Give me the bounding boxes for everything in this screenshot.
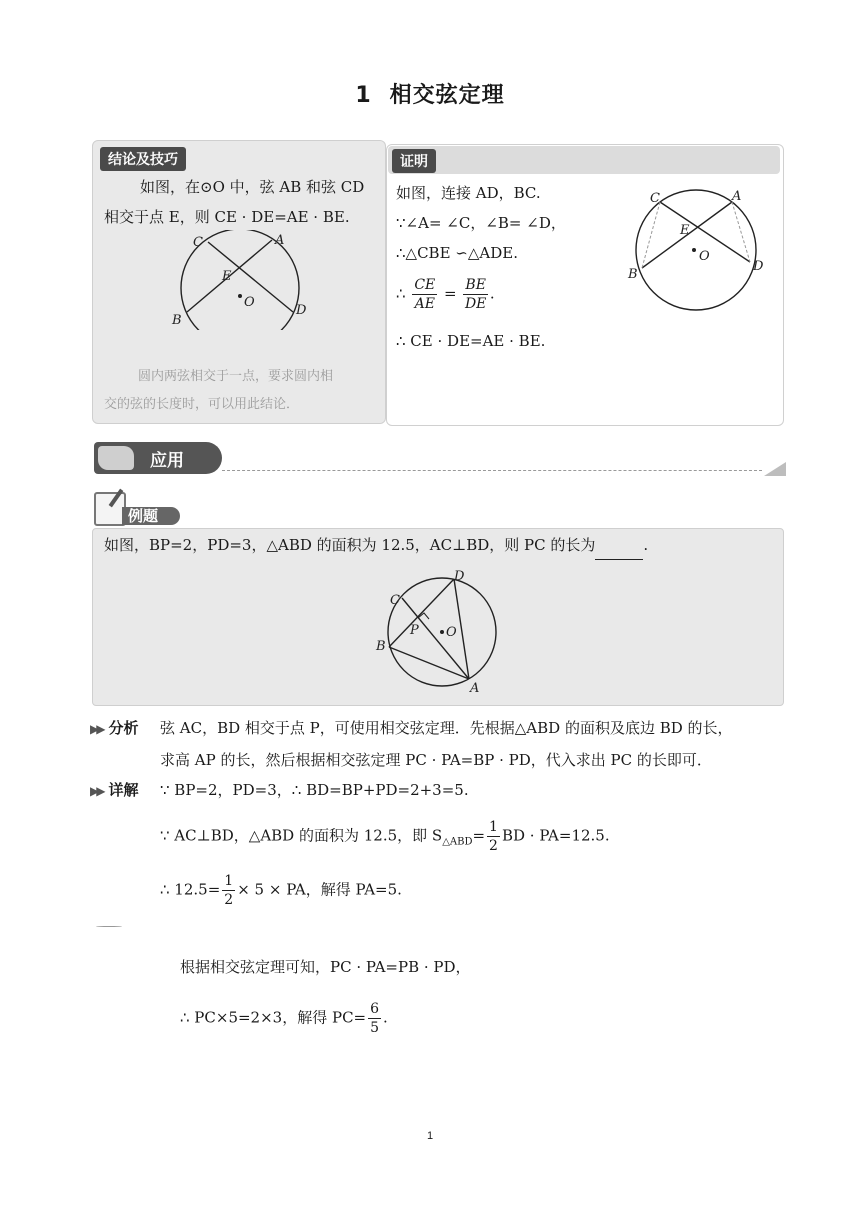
point-b-label: B <box>628 267 638 282</box>
solution-line-2-eq: = <box>472 826 486 845</box>
proof-header-bar <box>388 146 780 174</box>
period: . <box>489 284 495 303</box>
conclusion-circle-figure <box>160 230 320 330</box>
conclusion-tag: 结论及技巧 <box>100 147 186 171</box>
pencil-icon <box>109 489 124 508</box>
point-e-label: E <box>680 223 690 238</box>
solution-line-5-pre: ∴ PC×5=2×3，解得 PC= <box>180 1008 367 1027</box>
page-number: 1 <box>426 1130 434 1142</box>
proof-line-1: 如图，连接 AD，BC. <box>396 184 541 202</box>
segment-bc <box>642 202 660 268</box>
example-question <box>104 530 648 560</box>
half-num: 1 <box>489 819 498 835</box>
fraction-ce-ae <box>412 276 437 313</box>
double-arrow-icon: ▶▶ <box>90 784 103 798</box>
point-d-label: D <box>454 569 465 584</box>
solution-line-2-pre: ∵ AC⊥BD，△ABD 的面积为 12.5，即 S <box>160 826 443 845</box>
application-label: 应用 <box>150 451 184 471</box>
point-d-label: D <box>296 303 307 318</box>
fraction-answer <box>368 1000 381 1037</box>
point-o-label: O <box>699 249 710 264</box>
segment-ab <box>389 647 469 679</box>
conclusion-note-1: 圆内两弦相交于一点，要求圆内相 <box>138 369 334 384</box>
solution-line-3 <box>160 872 402 909</box>
book-icon <box>98 446 134 470</box>
solution-label-row <box>90 775 138 806</box>
conclusion-line-1: 如图，在⊙O 中，弦 AB 和弦 CD <box>140 178 365 196</box>
therefore-symbol: ∴ <box>396 284 406 303</box>
conclusion-line-2: 相交于点 E，则 CE · DE=AE · BE. <box>104 208 350 226</box>
point-d-label: D <box>753 259 764 274</box>
frac2-den: DE <box>464 296 487 312</box>
frac1-den: AE <box>414 296 435 312</box>
half-num-2: 1 <box>224 873 234 889</box>
area-subscript: △ABD <box>442 836 473 848</box>
solution-line-2 <box>160 818 610 855</box>
proof-line-2: ∵∠A= ∠C，∠B= ∠D， <box>396 214 566 232</box>
proof-tag: 证明 <box>392 149 436 173</box>
solution-line-4: 根据相交弦定理可知，PC · PA=PB · PD， <box>180 958 471 976</box>
page-break-mark <box>96 926 122 927</box>
example-label: 例题 <box>128 507 159 525</box>
frac1-num: CE <box>414 277 436 293</box>
page-title <box>0 78 860 109</box>
fraction-one-half-2 <box>222 872 235 909</box>
ans-den: 5 <box>370 1020 380 1036</box>
section-title: 相交弦定理 <box>389 83 505 108</box>
frac2-num: BE <box>465 277 486 293</box>
example-question-text: 如图，BP=2，PD=3，△ABD 的面积为 12.5，AC⊥BD，则 PC 的长为 <box>104 536 596 554</box>
solution-label: 详解 <box>108 781 139 799</box>
point-a-label: A <box>470 681 480 696</box>
answer-blank <box>595 543 643 560</box>
example-circle-figure <box>372 566 512 698</box>
point-c-label: C <box>390 593 400 608</box>
point-b-label: B <box>376 639 386 654</box>
point-p-label: P <box>410 623 419 638</box>
right-angle-mark <box>418 613 429 619</box>
point-b-label: B <box>172 313 182 328</box>
fraction-one-half <box>487 818 500 855</box>
solution-line-2-post: BD · PA=12.5. <box>501 826 610 845</box>
proof-ratio-line <box>396 276 495 313</box>
proof-line-5: ∴ CE · DE=AE · BE. <box>396 332 546 350</box>
ans-num: 6 <box>370 1001 380 1017</box>
proof-circle-figure <box>620 186 770 316</box>
point-c-label: C <box>193 235 203 250</box>
analysis-line-1: 弦 AC，BD 相交于点 P，可使用相交弦定理．先根据△ABD 的面积及底边 BD 的长， <box>160 719 733 737</box>
center-dot <box>692 248 696 252</box>
solution-line-1: ∵ BP=2，PD=3，∴ BD=BP+PD=2+3=5. <box>160 781 469 799</box>
proof-line-3: ∴△CBE ∽△ADE. <box>396 244 518 262</box>
double-arrow-icon: ▶▶ <box>90 722 103 736</box>
solution-line-5-post: . <box>383 1008 388 1027</box>
center-dot <box>440 630 444 634</box>
analysis-line-2: 求高 AP 的长，然后根据相交弦定理 PC · PA=BP · PD，代入求出 PC 的长即可． <box>160 751 712 769</box>
half-den: 2 <box>489 838 498 854</box>
center-dot <box>238 294 242 298</box>
section-number: 1 <box>355 83 372 108</box>
fraction-be-de <box>463 276 488 313</box>
solution-line-3-pre: ∴ 12.5= <box>160 880 221 899</box>
analysis-label-row <box>90 713 138 744</box>
application-banner <box>94 442 222 474</box>
question-period: . <box>643 536 649 554</box>
equals-sign: = <box>444 284 457 303</box>
analysis-label: 分析 <box>108 719 139 737</box>
solution-line-5 <box>180 1000 388 1037</box>
solution-line-3-post: × 5 × PA，解得 PA=5. <box>237 880 402 899</box>
point-a-label: A <box>275 233 285 248</box>
point-o-label: O <box>244 295 255 310</box>
point-o-label: O <box>446 625 457 640</box>
triangle-ornament <box>764 462 786 476</box>
half-den-2: 2 <box>224 892 234 908</box>
point-e-label: E <box>222 269 232 284</box>
point-c-label: C <box>650 191 660 206</box>
conclusion-note-2: 交的弦的长度时，可以用此结论． <box>104 397 300 412</box>
point-a-label: A <box>732 189 742 204</box>
chord-bd <box>389 579 454 647</box>
application-divider <box>222 470 762 471</box>
